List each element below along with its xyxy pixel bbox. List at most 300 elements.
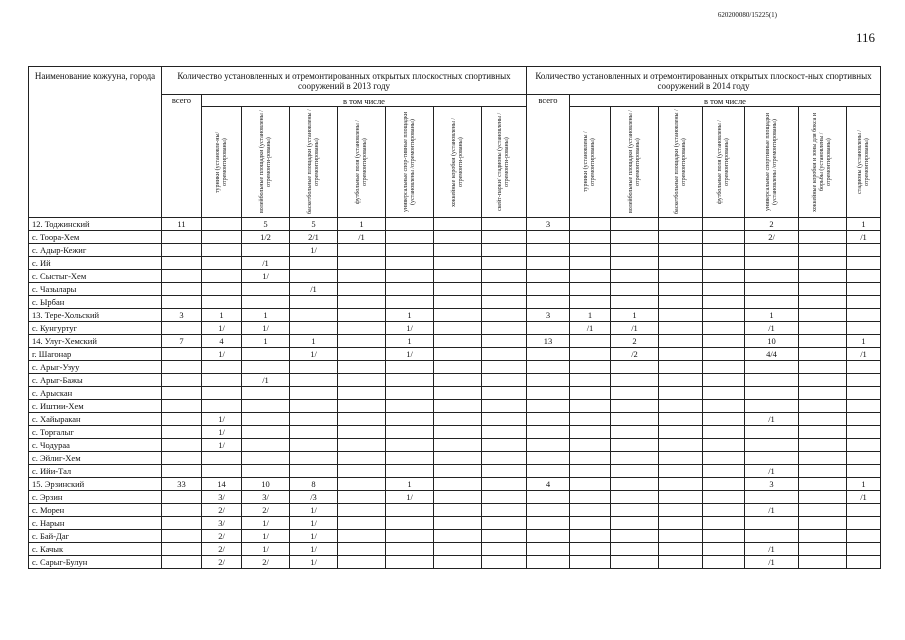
cell <box>290 439 338 452</box>
cell <box>659 478 703 491</box>
cell: 1/ <box>290 517 338 530</box>
cell: 3/ <box>202 517 242 530</box>
table-row <box>29 309 881 322</box>
cell: 1 <box>611 309 659 322</box>
cell <box>338 244 386 257</box>
subheader-2013-6 <box>482 107 527 218</box>
cell: 3 <box>527 218 570 231</box>
cell <box>162 387 202 400</box>
cell <box>386 400 434 413</box>
table-row <box>29 361 881 374</box>
cell <box>482 530 527 543</box>
table-row <box>29 517 881 530</box>
cell <box>570 491 611 504</box>
cell <box>799 283 847 296</box>
cell: 2 <box>745 218 799 231</box>
table-row <box>29 270 881 283</box>
cell <box>242 244 290 257</box>
cell <box>242 400 290 413</box>
cell <box>338 400 386 413</box>
cell <box>482 517 527 530</box>
cell: 2 <box>611 335 659 348</box>
cell <box>745 439 799 452</box>
cell <box>659 296 703 309</box>
cell <box>242 439 290 452</box>
cell <box>290 426 338 439</box>
header-2014-total: всего <box>527 95 570 218</box>
cell <box>611 400 659 413</box>
cell <box>338 322 386 335</box>
cell <box>527 543 570 556</box>
cell <box>482 283 527 296</box>
cell <box>162 452 202 465</box>
cell <box>703 426 745 439</box>
cell <box>611 283 659 296</box>
cell <box>527 348 570 361</box>
subheader-2013-3 <box>338 107 386 218</box>
cell <box>570 335 611 348</box>
cell: 2/ <box>202 504 242 517</box>
cell: 1/ <box>242 517 290 530</box>
cell: 14 <box>202 478 242 491</box>
cell <box>527 361 570 374</box>
subheader-label: хоккейные коробки (установлены /отремонти-рованы) <box>450 117 464 207</box>
cell <box>570 400 611 413</box>
cell <box>570 387 611 400</box>
cell: 33 <box>162 478 202 491</box>
cell <box>386 270 434 283</box>
cell <box>847 322 881 335</box>
row-name: с. Кунгуртуг <box>29 322 162 335</box>
cell <box>527 270 570 283</box>
cell <box>799 530 847 543</box>
cell <box>570 270 611 283</box>
cell <box>659 504 703 517</box>
cell <box>847 413 881 426</box>
cell <box>703 335 745 348</box>
cell: 2/ <box>202 556 242 569</box>
cell <box>290 387 338 400</box>
subheader-2013-5 <box>434 107 482 218</box>
cell <box>611 465 659 478</box>
cell <box>386 439 434 452</box>
cell <box>799 231 847 244</box>
cell <box>703 322 745 335</box>
row-name: с. Нарын <box>29 517 162 530</box>
cell <box>242 348 290 361</box>
cell <box>338 387 386 400</box>
cell <box>611 361 659 374</box>
cell <box>386 374 434 387</box>
cell <box>847 309 881 322</box>
subheader-label: скейт-парки/ стадионы (установлены /отремонти-рованы) <box>497 112 510 212</box>
cell <box>847 257 881 270</box>
cell <box>202 387 242 400</box>
cell <box>570 374 611 387</box>
table-row <box>29 218 881 231</box>
cell <box>703 478 745 491</box>
cell <box>799 491 847 504</box>
cell: 4 <box>202 335 242 348</box>
cell <box>847 439 881 452</box>
cell <box>434 322 482 335</box>
cell <box>745 296 799 309</box>
cell <box>659 244 703 257</box>
cell <box>847 270 881 283</box>
cell: 3 <box>745 478 799 491</box>
row-name: 14. Улуг-Хемский <box>29 335 162 348</box>
cell <box>338 413 386 426</box>
cell <box>659 530 703 543</box>
cell <box>703 504 745 517</box>
cell <box>434 296 482 309</box>
cell: 1/ <box>242 322 290 335</box>
cell: 1/ <box>202 413 242 426</box>
cell <box>290 452 338 465</box>
cell <box>386 231 434 244</box>
cell <box>745 400 799 413</box>
cell <box>611 530 659 543</box>
cell: 2/ <box>745 231 799 244</box>
cell <box>482 452 527 465</box>
cell <box>290 465 338 478</box>
cell <box>386 244 434 257</box>
cell <box>527 413 570 426</box>
cell <box>162 270 202 283</box>
cell <box>162 361 202 374</box>
row-name: с. Ийи-Тал <box>29 465 162 478</box>
cell <box>570 413 611 426</box>
cell <box>703 491 745 504</box>
cell: /1 <box>847 231 881 244</box>
cell <box>799 426 847 439</box>
cell <box>659 335 703 348</box>
cell <box>847 296 881 309</box>
table-row <box>29 478 881 491</box>
cell <box>242 296 290 309</box>
row-name: с. Адыр-Кежиг <box>29 244 162 257</box>
cell: 2/ <box>202 530 242 543</box>
cell <box>434 413 482 426</box>
cell: 1/ <box>202 439 242 452</box>
cell <box>202 465 242 478</box>
cell <box>290 309 338 322</box>
cell <box>434 491 482 504</box>
subheader-label: волейбольные площадки (установлены /отремонти-рованы) <box>258 110 272 214</box>
document-code: 620200080/15225(1) <box>717 11 777 19</box>
cell <box>745 452 799 465</box>
cell <box>338 348 386 361</box>
cell <box>202 244 242 257</box>
row-name: 15. Эрзинский <box>29 478 162 491</box>
cell <box>338 478 386 491</box>
cell <box>338 530 386 543</box>
cell <box>799 517 847 530</box>
subheader-label: универсальные спортивные площадки (установлены /отремонтированы) <box>764 113 778 212</box>
cell <box>659 270 703 283</box>
cell: 1/ <box>290 543 338 556</box>
cell: 1/ <box>290 556 338 569</box>
cell <box>482 361 527 374</box>
cell <box>202 296 242 309</box>
cell <box>290 322 338 335</box>
cell: 1 <box>745 309 799 322</box>
cell <box>434 478 482 491</box>
cell: 10 <box>242 478 290 491</box>
cell <box>527 387 570 400</box>
cell <box>434 335 482 348</box>
subheader-label: стадионы (установлены /отремонтированы) <box>856 129 870 195</box>
cell <box>847 465 881 478</box>
cell: 1/ <box>242 530 290 543</box>
cell <box>338 439 386 452</box>
cell <box>527 491 570 504</box>
cell <box>434 309 482 322</box>
subheader-label: волейбольные площадки (установлены /отремонтированы) <box>627 110 641 214</box>
cell <box>703 413 745 426</box>
cell: 1 <box>386 335 434 348</box>
cell <box>162 543 202 556</box>
cell <box>162 426 202 439</box>
cell <box>527 283 570 296</box>
cell: /2 <box>611 348 659 361</box>
cell <box>338 543 386 556</box>
cell <box>611 257 659 270</box>
row-name: с. Сыстыг-Хем <box>29 270 162 283</box>
cell <box>799 218 847 231</box>
cell <box>570 231 611 244</box>
cell <box>482 218 527 231</box>
cell: 3 <box>527 309 570 322</box>
facilities-table <box>28 66 881 569</box>
cell <box>703 556 745 569</box>
cell <box>434 283 482 296</box>
cell <box>570 517 611 530</box>
row-name: 13. Тере-Хольский <box>29 309 162 322</box>
cell: /3 <box>290 491 338 504</box>
cell <box>611 244 659 257</box>
row-name: с. Эрзин <box>29 491 162 504</box>
cell: 1 <box>242 309 290 322</box>
cell <box>847 517 881 530</box>
cell <box>703 530 745 543</box>
cell <box>482 257 527 270</box>
row-name: с. Бай-Даг <box>29 530 162 543</box>
cell <box>434 218 482 231</box>
page-number: 116 <box>855 30 875 45</box>
cell <box>162 400 202 413</box>
cell <box>570 556 611 569</box>
cell <box>434 530 482 543</box>
cell <box>703 361 745 374</box>
cell <box>162 491 202 504</box>
cell <box>242 283 290 296</box>
table-row <box>29 426 881 439</box>
cell: /1 <box>611 322 659 335</box>
cell <box>338 465 386 478</box>
subheader-2013-2 <box>290 107 338 218</box>
cell <box>570 426 611 439</box>
cell <box>527 530 570 543</box>
cell <box>527 296 570 309</box>
cell <box>745 257 799 270</box>
cell <box>386 296 434 309</box>
cell <box>338 556 386 569</box>
cell: 1/ <box>202 322 242 335</box>
cell <box>434 361 482 374</box>
cell <box>611 426 659 439</box>
cell <box>703 283 745 296</box>
cell <box>482 556 527 569</box>
cell <box>570 257 611 270</box>
row-name: с. Арыг-Узуу <box>29 361 162 374</box>
cell <box>202 361 242 374</box>
table-row <box>29 439 881 452</box>
cell <box>434 244 482 257</box>
cell <box>745 270 799 283</box>
cell <box>527 244 570 257</box>
row-name: с. Сарыг-Булун <box>29 556 162 569</box>
cell <box>386 387 434 400</box>
cell <box>527 517 570 530</box>
cell <box>703 218 745 231</box>
cell <box>745 426 799 439</box>
cell <box>482 374 527 387</box>
cell <box>847 504 881 517</box>
cell <box>290 361 338 374</box>
cell <box>799 400 847 413</box>
cell <box>482 231 527 244</box>
cell <box>242 452 290 465</box>
cell <box>162 283 202 296</box>
cell <box>527 504 570 517</box>
cell <box>611 556 659 569</box>
cell <box>434 517 482 530</box>
row-name: с. Чазылары <box>29 283 162 296</box>
cell <box>703 374 745 387</box>
cell <box>611 517 659 530</box>
cell <box>242 387 290 400</box>
cell <box>482 426 527 439</box>
cell <box>611 387 659 400</box>
table-row <box>29 452 881 465</box>
cell <box>703 309 745 322</box>
cell <box>745 244 799 257</box>
cell: 1 <box>847 478 881 491</box>
subheader-label: футбольные поля (установлены /отремонтированы) <box>354 120 368 204</box>
cell <box>162 504 202 517</box>
cell: 1 <box>847 335 881 348</box>
cell <box>482 413 527 426</box>
cell: 5 <box>242 218 290 231</box>
cell <box>570 478 611 491</box>
cell: 1/ <box>290 348 338 361</box>
cell <box>527 465 570 478</box>
cell <box>434 257 482 270</box>
cell <box>482 309 527 322</box>
cell <box>434 348 482 361</box>
cell <box>799 296 847 309</box>
cell <box>290 374 338 387</box>
cell <box>162 374 202 387</box>
cell <box>659 465 703 478</box>
table-row <box>29 413 881 426</box>
cell <box>434 426 482 439</box>
cell <box>482 400 527 413</box>
cell <box>703 439 745 452</box>
cell <box>162 257 202 270</box>
cell <box>202 231 242 244</box>
cell <box>338 283 386 296</box>
subheader-2013-1 <box>242 107 290 218</box>
cell <box>799 465 847 478</box>
cell <box>611 270 659 283</box>
row-name: с. Эйлиг-Хем <box>29 452 162 465</box>
cell: 1/ <box>242 270 290 283</box>
cell <box>338 374 386 387</box>
cell <box>527 400 570 413</box>
cell <box>527 556 570 569</box>
cell <box>202 257 242 270</box>
cell <box>659 543 703 556</box>
cell <box>570 244 611 257</box>
cell <box>482 244 527 257</box>
cell <box>703 257 745 270</box>
cell <box>847 283 881 296</box>
cell <box>659 322 703 335</box>
cell: 1/ <box>290 244 338 257</box>
row-name: г. Шагонар <box>29 348 162 361</box>
row-name: 12. Тоджинский <box>29 218 162 231</box>
subheader-2013-4 <box>386 107 434 218</box>
cell <box>703 270 745 283</box>
cell: 1 <box>570 309 611 322</box>
cell: /1 <box>847 348 881 361</box>
cell <box>482 270 527 283</box>
cell <box>434 374 482 387</box>
cell <box>611 504 659 517</box>
table-row <box>29 231 881 244</box>
cell <box>162 348 202 361</box>
cell <box>527 439 570 452</box>
cell <box>386 413 434 426</box>
cell <box>570 283 611 296</box>
cell <box>659 439 703 452</box>
cell: /1 <box>745 465 799 478</box>
cell <box>527 257 570 270</box>
cell: /1 <box>570 322 611 335</box>
cell <box>703 244 745 257</box>
cell: 1 <box>290 335 338 348</box>
cell: 3/ <box>242 491 290 504</box>
subheader-2014-4 <box>745 107 799 218</box>
cell: /1 <box>338 231 386 244</box>
table-row <box>29 296 881 309</box>
cell <box>659 283 703 296</box>
cell <box>799 361 847 374</box>
subheader-2014-1 <box>611 107 659 218</box>
cell <box>482 439 527 452</box>
cell <box>745 491 799 504</box>
header-2014: Количество установленных и отремонтированных открытых плоскост-ных спортивных сооружений в 2014 году <box>527 67 881 95</box>
cell <box>745 361 799 374</box>
cell <box>338 517 386 530</box>
cell <box>202 218 242 231</box>
cell <box>527 231 570 244</box>
cell: 2/1 <box>290 231 338 244</box>
cell <box>570 465 611 478</box>
cell <box>162 530 202 543</box>
